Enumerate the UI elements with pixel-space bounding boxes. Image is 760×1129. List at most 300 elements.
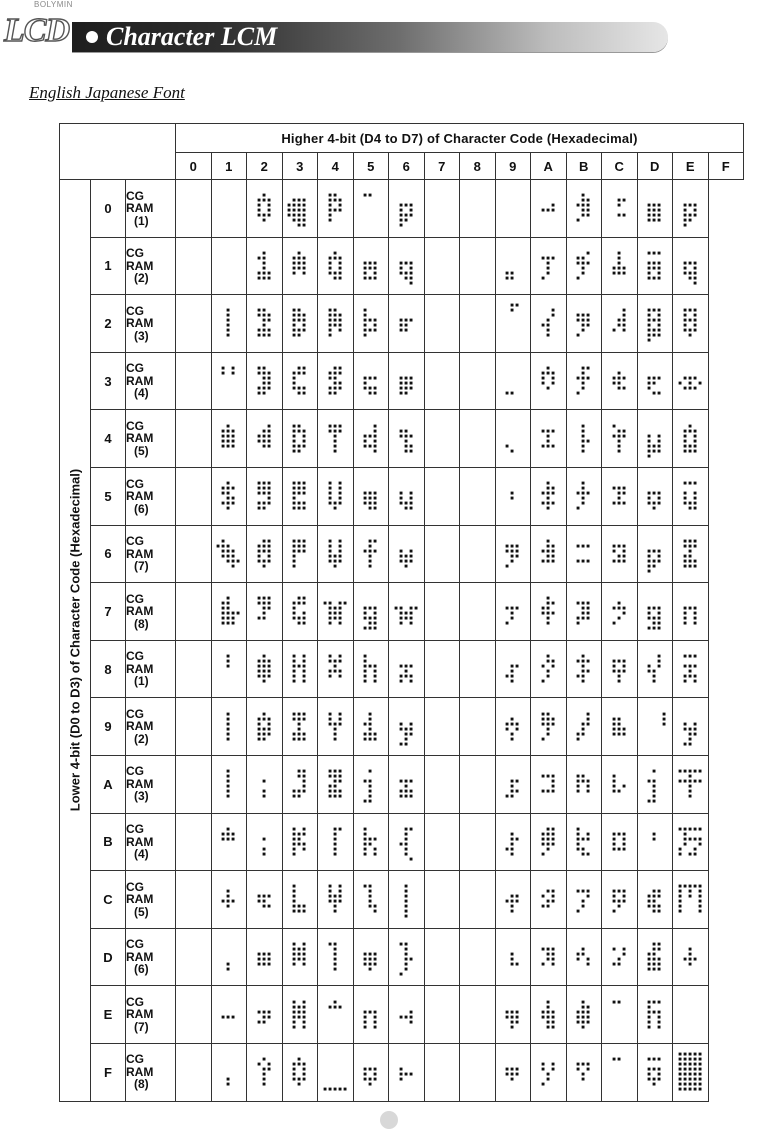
- glyph-dot: [369, 377, 372, 380]
- empty-cell: [460, 180, 496, 238]
- glyph-dot: [546, 602, 549, 605]
- glyph-dot: [582, 266, 585, 269]
- glyph-dot: [693, 204, 696, 207]
- glyph-dot: [293, 665, 296, 668]
- glyph-dot: [582, 329, 585, 332]
- glyph-dot: [328, 502, 331, 505]
- glyph-dot: [227, 617, 230, 620]
- glyph-dot: [262, 482, 265, 485]
- glyph-dot: [688, 655, 691, 658]
- glyph-dot: [582, 199, 585, 202]
- empty-cell: [176, 180, 212, 238]
- glyph-cell: [282, 295, 318, 353]
- glyph-dot: [693, 1088, 696, 1091]
- glyph-dot: [267, 675, 270, 678]
- glyph-dot: [293, 209, 296, 212]
- cg-ram-cg-line1: CG: [126, 534, 144, 549]
- glyph-dot: [404, 1073, 407, 1076]
- glyph-dot: [293, 204, 296, 207]
- glyph-dot: [374, 607, 377, 610]
- glyph-dot: [516, 1068, 519, 1071]
- glyph-dot: [546, 319, 549, 322]
- glyph-dot: [693, 502, 696, 505]
- glyph-dot: [688, 502, 691, 505]
- glyph-dot: [541, 775, 544, 778]
- glyph-dot: [511, 832, 514, 835]
- glyph-dot: [658, 910, 661, 913]
- glyph-dot: [399, 219, 402, 222]
- glyph-dot: [612, 780, 615, 783]
- glyph-dot: [364, 309, 367, 312]
- glyph-dot: [333, 314, 336, 317]
- dot-matrix-glyph-61: [357, 245, 384, 287]
- glyph-dot: [262, 367, 265, 370]
- glyph-dot: [409, 675, 412, 678]
- glyph-cell: [531, 813, 567, 871]
- glyph-dot: [546, 617, 549, 620]
- glyph-cell: [495, 640, 531, 698]
- glyph-dot: [698, 1063, 701, 1066]
- glyph-dot: [582, 449, 585, 452]
- glyph-dot: [257, 502, 260, 505]
- glyph-dot: [293, 539, 296, 542]
- glyph-dot: [511, 1025, 514, 1028]
- col-header-8: 8: [460, 153, 496, 180]
- glyph-dot: [267, 539, 270, 542]
- glyph-dot: [374, 680, 377, 683]
- glyph-cell: [247, 583, 283, 641]
- glyph-dot: [612, 377, 615, 380]
- glyph-dot: [582, 655, 585, 658]
- glyph-cell: [602, 698, 638, 756]
- glyph-dot: [338, 482, 341, 485]
- glyph-dot: [506, 392, 509, 395]
- glyph-dot: [374, 958, 377, 961]
- glyph-dot: [267, 549, 270, 552]
- glyph-dot: [369, 1083, 372, 1086]
- glyph-dot: [693, 314, 696, 317]
- glyph-dot: [511, 722, 514, 725]
- glyph-dot: [648, 251, 651, 254]
- glyph-dot: [587, 1005, 590, 1008]
- glyph-dot: [303, 665, 306, 668]
- glyph-dot: [541, 712, 544, 715]
- glyph-dot: [551, 487, 554, 490]
- glyph-dot: [399, 271, 402, 274]
- glyph-dot: [328, 266, 331, 269]
- glyph-dot: [653, 507, 656, 510]
- glyph-dot: [612, 559, 615, 562]
- glyph-dot: [648, 276, 651, 279]
- glyph-dot: [333, 722, 336, 725]
- glyph-dot: [678, 1063, 681, 1066]
- glyph-cell: [247, 352, 283, 410]
- cg-ram-cg-line1: CG: [126, 188, 144, 203]
- glyph-dot: [288, 204, 291, 207]
- glyph-dot: [511, 549, 514, 552]
- glyph-cell: [637, 986, 673, 1044]
- dot-matrix-glyph-30: [251, 187, 278, 229]
- glyph-cell: [673, 410, 709, 468]
- glyph-cell: [211, 986, 247, 1044]
- glyph-cell: [637, 467, 673, 525]
- glyph-dot: [577, 832, 580, 835]
- glyph-dot: [688, 742, 691, 745]
- glyph-dot: [333, 842, 336, 845]
- glyph-dot: [399, 742, 402, 745]
- glyph-dot: [333, 900, 336, 903]
- glyph-dot: [404, 837, 407, 840]
- glyph-dot: [328, 209, 331, 212]
- dot-matrix-glyph-5d: [322, 936, 349, 978]
- glyph-dot: [257, 732, 260, 735]
- glyph-dot: [648, 607, 651, 610]
- glyph-dot: [374, 837, 377, 840]
- glyph-dot: [232, 832, 235, 835]
- glyph-dot: [338, 790, 341, 793]
- glyph-dot: [516, 549, 519, 552]
- glyph-dot: [577, 790, 580, 793]
- dot-matrix-glyph-23: [215, 360, 242, 402]
- glyph-dot: [293, 1078, 296, 1081]
- glyph-dot: [298, 948, 301, 951]
- glyph-dot: [262, 958, 265, 961]
- glyph-dot: [338, 775, 341, 778]
- glyph-dot: [267, 732, 270, 735]
- glyph-dot: [262, 314, 265, 317]
- dot-matrix-glyph-43: [286, 360, 313, 402]
- glyph-dot: [658, 655, 661, 658]
- glyph-dot: [587, 963, 590, 966]
- glyph-dot: [622, 554, 625, 557]
- glyph-dot: [658, 948, 661, 951]
- glyph-dot: [399, 329, 402, 332]
- glyph-dot: [374, 847, 377, 850]
- glyph-dot: [328, 261, 331, 264]
- dot-matrix-glyph-3c: [251, 878, 278, 920]
- glyph-dot: [409, 497, 412, 500]
- empty-cell: [176, 871, 212, 929]
- glyph-dot: [546, 539, 549, 542]
- glyph-dot: [293, 712, 296, 715]
- glyph-dot: [622, 895, 625, 898]
- glyph-dot: [257, 372, 260, 375]
- glyph-dot: [227, 319, 230, 322]
- glyph-dot: [338, 900, 341, 903]
- glyph-dot: [551, 722, 554, 725]
- glyph-dot: [404, 852, 407, 855]
- glyph-dot: [409, 1020, 412, 1023]
- dot-matrix-glyph-50: [322, 187, 349, 229]
- glyph-dot: [232, 502, 235, 505]
- glyph-dot: [369, 953, 372, 956]
- glyph-cell: [637, 525, 673, 583]
- glyph-dot: [328, 219, 331, 222]
- row-header-d: D: [91, 928, 126, 986]
- glyph-dot: [648, 1058, 651, 1061]
- glyph-dot: [404, 612, 407, 615]
- glyph-dot: [516, 837, 519, 840]
- glyph-dot: [227, 717, 230, 720]
- dot-matrix-glyph-d0: [606, 187, 633, 229]
- glyph-dot: [399, 497, 402, 500]
- glyph-dot: [374, 434, 377, 437]
- glyph-dot: [369, 1010, 372, 1013]
- glyph-dot: [688, 549, 691, 552]
- glyph-dot: [653, 564, 656, 567]
- glyph-dot: [338, 424, 341, 427]
- glyph-dot: [506, 271, 509, 274]
- glyph-dot: [587, 607, 590, 610]
- glyph-dot: [293, 329, 296, 332]
- glyph-dot: [262, 602, 265, 605]
- glyph-dot: [577, 1068, 580, 1071]
- glyph-dot: [257, 737, 260, 740]
- glyph-cell: [247, 813, 283, 871]
- glyph-dot: [298, 665, 301, 668]
- dot-matrix-glyph-47: [286, 590, 313, 632]
- row-header-f: F: [91, 1043, 126, 1101]
- glyph-dot: [582, 900, 585, 903]
- dot-matrix-glyph-be: [535, 994, 562, 1036]
- dot-matrix-glyph-ef: [641, 1051, 668, 1093]
- glyph-dot: [338, 895, 341, 898]
- dot-matrix-glyph-2f: [215, 1051, 242, 1093]
- glyph-dot: [617, 900, 620, 903]
- glyph-dot: [648, 670, 651, 673]
- dot-matrix-glyph-f7: [677, 590, 704, 632]
- glyph-dot: [374, 1078, 377, 1081]
- glyph-dot: [267, 377, 270, 380]
- glyph-dot: [404, 827, 407, 830]
- glyph-dot: [298, 737, 301, 740]
- glyph-dot: [399, 973, 402, 976]
- dot-matrix-glyph-b8: [535, 648, 562, 690]
- dot-matrix-glyph-fb: [677, 821, 704, 863]
- glyph-dot: [257, 958, 260, 961]
- glyph-dot: [338, 622, 341, 625]
- glyph-dot: [404, 943, 407, 946]
- empty-cell: [176, 928, 212, 986]
- glyph-dot: [217, 544, 220, 547]
- glyph-dot: [648, 329, 651, 332]
- glyph-dot: [262, 597, 265, 600]
- glyph-dot: [262, 539, 265, 542]
- glyph-cell: [602, 813, 638, 871]
- glyph-dot: [693, 770, 696, 773]
- glyph-dot: [288, 214, 291, 217]
- glyph-dot: [617, 670, 620, 673]
- glyph-dot: [698, 885, 701, 888]
- glyph-dot: [338, 539, 341, 542]
- glyph-dot: [582, 367, 585, 370]
- glyph-dot: [293, 434, 296, 437]
- glyph-dot: [648, 900, 651, 903]
- glyph-dot: [693, 617, 696, 620]
- glyph-dot: [328, 204, 331, 207]
- glyph-dot: [678, 780, 681, 783]
- glyph-dot: [546, 554, 549, 557]
- glyph-dot: [516, 554, 519, 557]
- glyph-dot: [658, 261, 661, 264]
- col-header-0: 0: [176, 153, 212, 180]
- glyph-cell: [353, 1043, 389, 1101]
- glyph-cell: [318, 237, 354, 295]
- glyph-cell: [389, 698, 425, 756]
- glyph-dot: [257, 334, 260, 337]
- glyph-dot: [617, 324, 620, 327]
- dot-matrix-glyph-dd: [606, 936, 633, 978]
- glyph-dot: [622, 837, 625, 840]
- glyph-cell: [211, 295, 247, 353]
- glyph-dot: [546, 837, 549, 840]
- glyph-cell: [247, 640, 283, 698]
- glyph-cell: [602, 1043, 638, 1101]
- glyph-dot: [506, 1073, 509, 1076]
- glyph-dot: [683, 434, 686, 437]
- glyph-cell: [566, 1043, 602, 1101]
- glyph-dot: [369, 885, 372, 888]
- dot-matrix-glyph-68: [357, 648, 384, 690]
- glyph-dot: [399, 780, 402, 783]
- glyph-cell: [318, 698, 354, 756]
- dot-matrix-glyph-33: [251, 360, 278, 402]
- glyph-cell: [531, 928, 567, 986]
- glyph-dot: [374, 1010, 377, 1013]
- glyph-dot: [582, 559, 585, 562]
- glyph-dot: [369, 507, 372, 510]
- glyph-dot: [587, 319, 590, 322]
- glyph-dot: [338, 1088, 341, 1091]
- glyph-dot: [658, 895, 661, 898]
- glyph-dot: [653, 309, 656, 312]
- glyph-dot: [333, 199, 336, 202]
- glyph-dot: [511, 1078, 514, 1081]
- glyph-dot: [698, 827, 701, 830]
- glyph-dot: [257, 963, 260, 966]
- glyph-dot: [582, 314, 585, 317]
- glyph-dot: [683, 324, 686, 327]
- dot-matrix-glyph-e2: [641, 302, 668, 344]
- glyph-dot: [333, 612, 336, 615]
- glyph-dot: [582, 204, 585, 207]
- glyph-dot: [262, 1020, 265, 1023]
- dot-matrix-glyph-65: [357, 475, 384, 517]
- glyph-dot: [577, 847, 580, 850]
- glyph-dot: [333, 795, 336, 798]
- glyph-dot: [298, 790, 301, 793]
- dot-matrix-glyph-ff: [677, 1051, 704, 1093]
- glyph-dot: [399, 392, 402, 395]
- glyph-dot: [404, 444, 407, 447]
- dot-matrix-glyph-49: [286, 706, 313, 748]
- glyph-dot: [678, 1058, 681, 1061]
- glyph-dot: [262, 382, 265, 385]
- glyph-dot: [617, 439, 620, 442]
- glyph-dot: [262, 266, 265, 269]
- cg-ram-cg-num: (1): [134, 674, 149, 689]
- glyph-dot: [298, 492, 301, 495]
- empty-cell: [460, 410, 496, 468]
- glyph-dot: [404, 429, 407, 432]
- glyph-dot: [399, 502, 402, 505]
- glyph-dot: [541, 948, 544, 951]
- glyph-dot: [298, 717, 301, 720]
- glyph-dot: [399, 1068, 402, 1071]
- glyph-dot: [577, 732, 580, 735]
- glyph-dot: [409, 209, 412, 212]
- glyph-dot: [622, 900, 625, 903]
- glyph-dot: [328, 559, 331, 562]
- glyph-dot: [399, 224, 402, 227]
- glyph-dot: [303, 675, 306, 678]
- dot-matrix-glyph-c1: [570, 245, 597, 287]
- glyph-dot: [374, 549, 377, 552]
- table-row: [60, 698, 744, 756]
- glyph-dot: [648, 953, 651, 956]
- glyph-dot: [622, 271, 625, 274]
- glyph-dot: [648, 1000, 651, 1003]
- glyph-dot: [658, 1058, 661, 1061]
- glyph-dot: [622, 502, 625, 505]
- glyph-dot: [293, 377, 296, 380]
- glyph-dot: [587, 261, 590, 264]
- glyph-dot: [622, 847, 625, 850]
- glyph-cell: [673, 871, 709, 929]
- glyph-dot: [338, 559, 341, 562]
- glyph-dot: [298, 958, 301, 961]
- glyph-dot: [653, 627, 656, 630]
- glyph-dot: [262, 953, 265, 956]
- dot-matrix-glyph-2a: [215, 763, 242, 805]
- glyph-dot: [582, 261, 585, 264]
- glyph-dot: [409, 319, 412, 322]
- glyph-dot: [546, 775, 549, 778]
- cg-ram-cell: [126, 698, 176, 756]
- glyph-dot: [303, 261, 306, 264]
- glyph-dot: [298, 905, 301, 908]
- glyph-dot: [232, 497, 235, 500]
- glyph-dot: [364, 612, 367, 615]
- glyph-dot: [298, 1058, 301, 1061]
- glyph-dot: [506, 847, 509, 850]
- glyph-dot: [374, 732, 377, 735]
- glyph-dot: [648, 1015, 651, 1018]
- glyph-dot: [364, 1010, 367, 1013]
- empty-cell: [424, 295, 460, 353]
- glyph-dot: [693, 780, 696, 783]
- cg-ram-cg-line1: CG: [126, 1052, 144, 1067]
- table-row: [60, 180, 744, 238]
- glyph-cell: [531, 180, 567, 238]
- glyph-dot: [293, 439, 296, 442]
- glyph-dot: [683, 842, 686, 845]
- glyph-dot: [409, 276, 412, 279]
- glyph-dot: [622, 660, 625, 663]
- glyph-cell: [531, 986, 567, 1044]
- glyph-dot: [227, 549, 230, 552]
- glyph-dot: [516, 607, 519, 610]
- glyph-dot: [369, 842, 372, 845]
- glyph-dot: [653, 963, 656, 966]
- glyph-dot: [546, 607, 549, 610]
- glyph-dot: [267, 487, 270, 490]
- cg-ram-cell: [126, 928, 176, 986]
- glyph-cell: [602, 583, 638, 641]
- col-header-2: 2: [247, 153, 283, 180]
- dot-matrix-glyph-a6: [499, 533, 526, 575]
- glyph-cell: [673, 698, 709, 756]
